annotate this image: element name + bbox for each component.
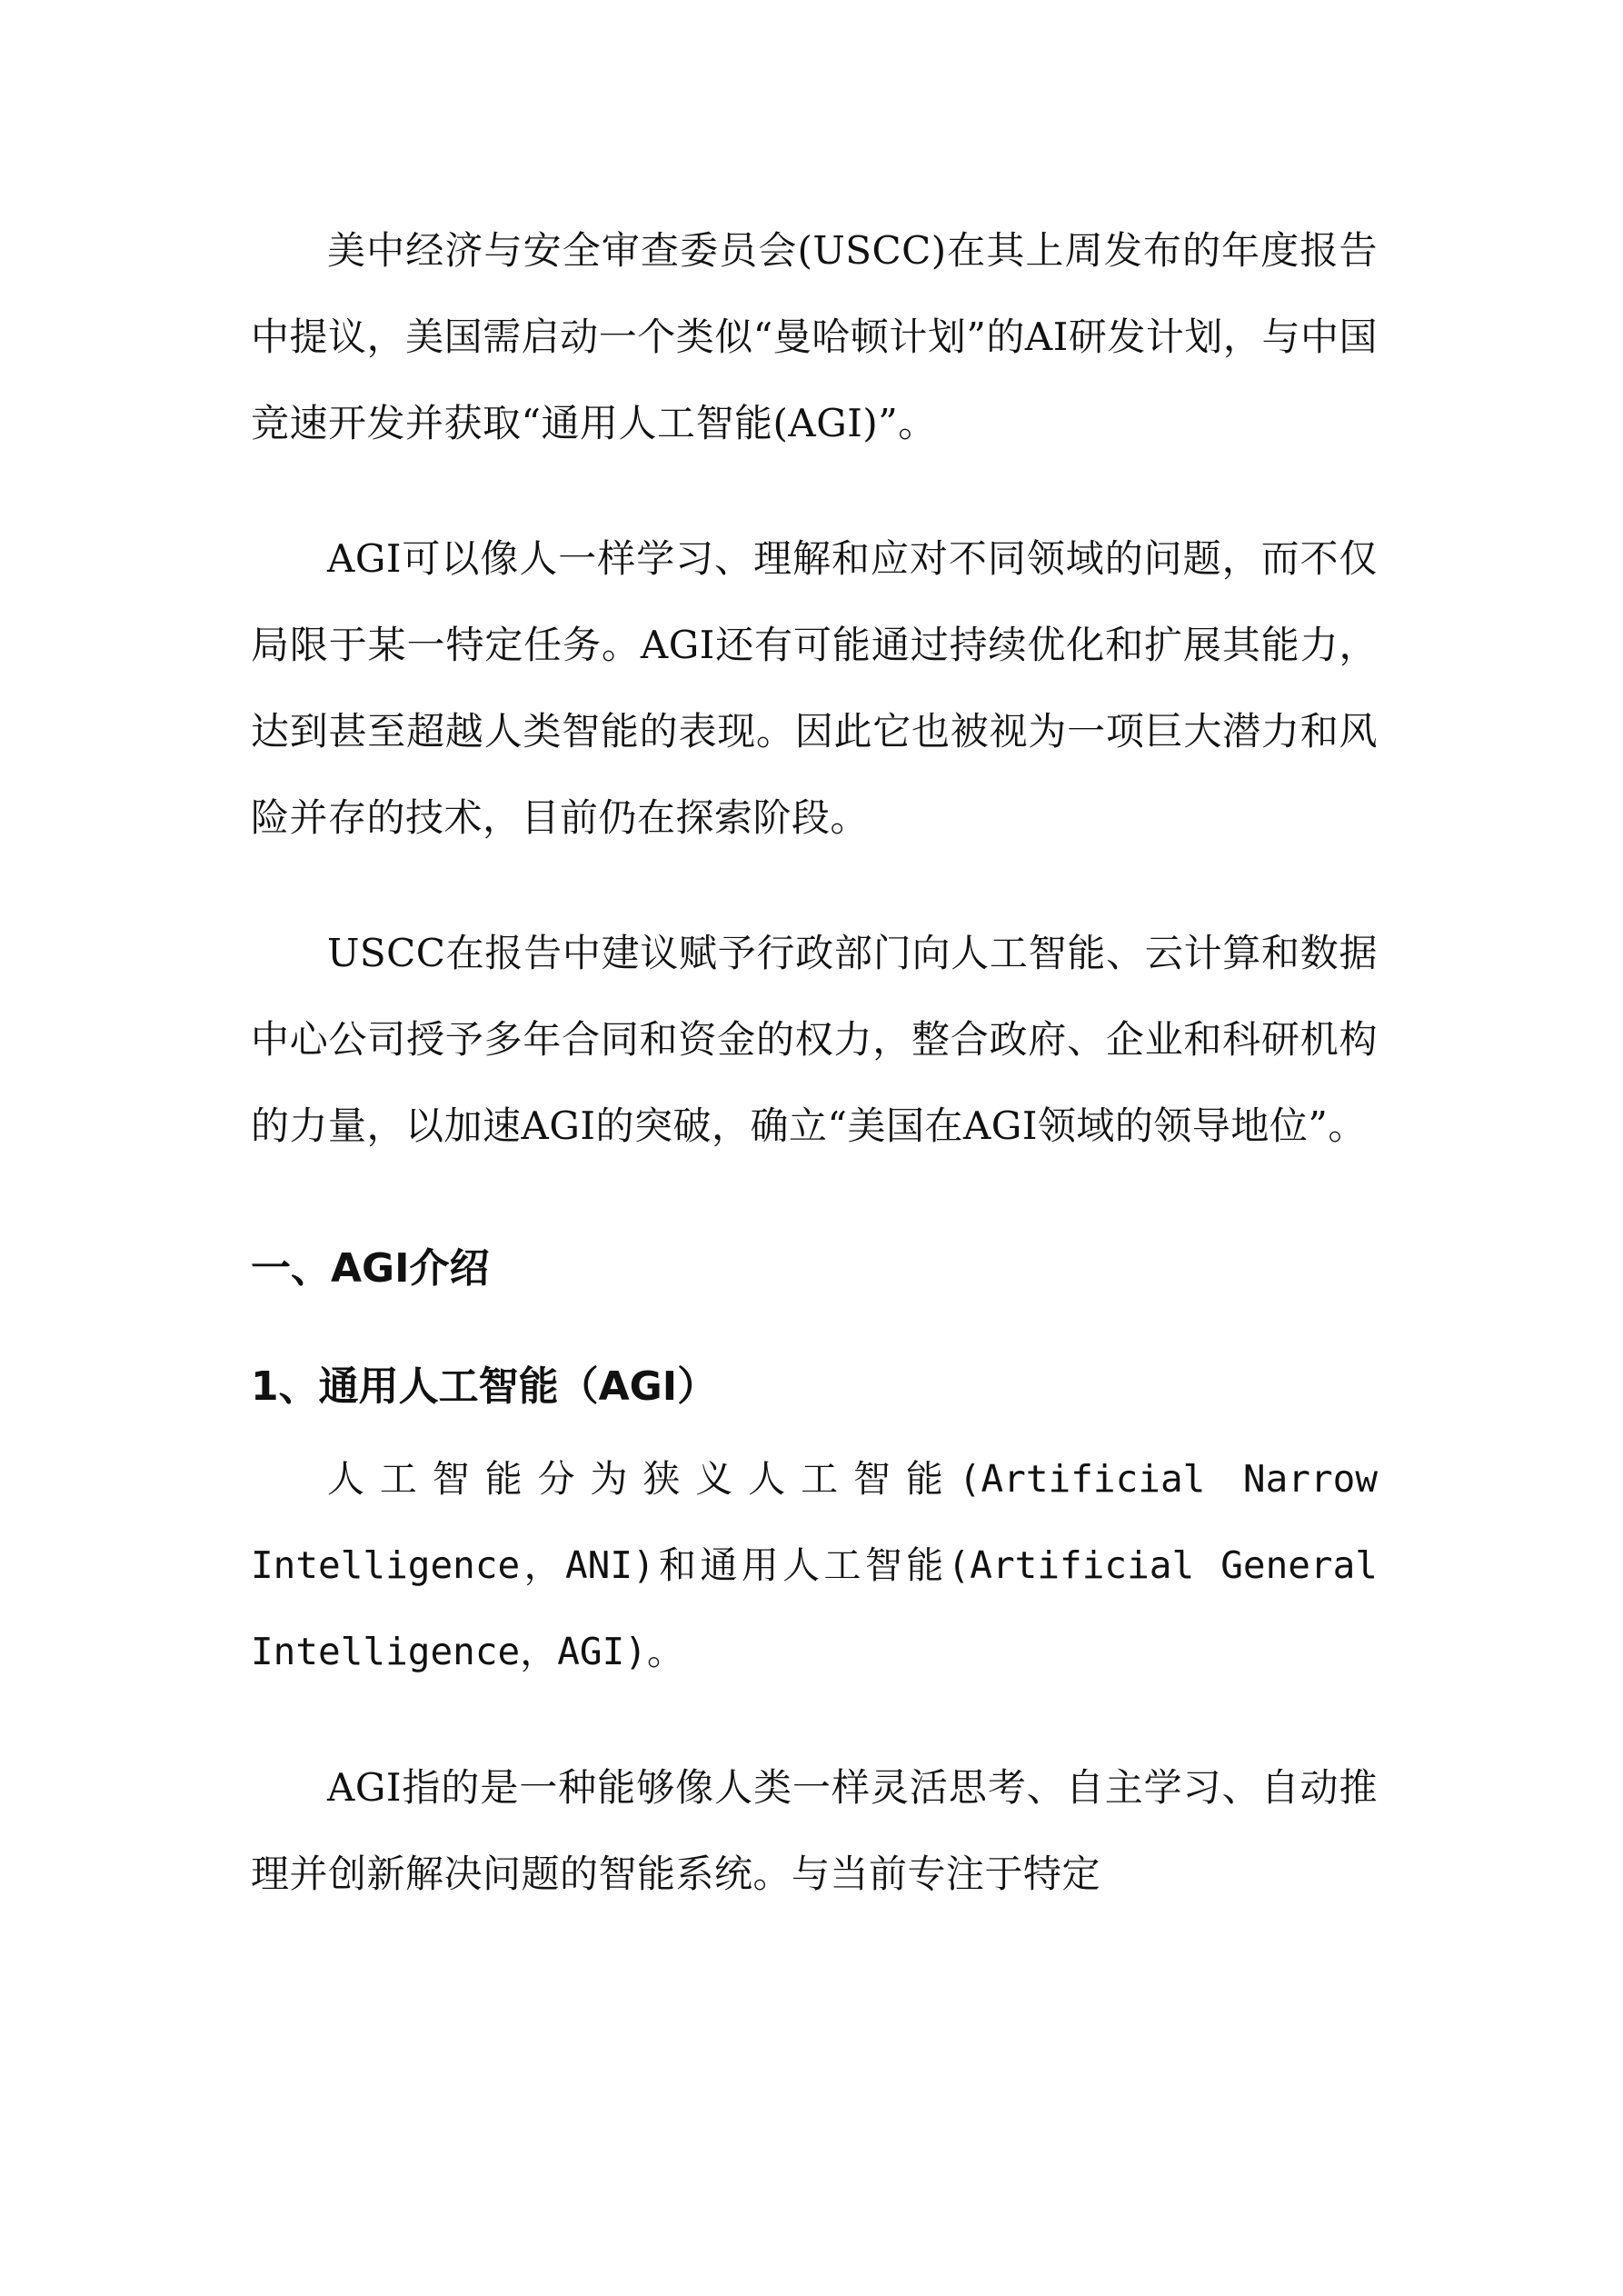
paragraph-uscc-proposal: 美中经济与安全审查委员会(USCC)在其上周发布的年度报告中提议，美国需启动一个类似“曼哈顿计划”的AI研发计划，与中国竞速开发并获取“通用人工智能(AGI)”。 <box>251 228 1378 445</box>
paragraph-ai-categories: 人工智能分为狭义人工智能(Artificial Narrow Intelligence，ANI)和通用人工智能(Artificial General Intelligence，AGI)。 <box>251 1457 1378 1673</box>
paragraph-agi-description: AGI指的是一种能够像人类一样灵活思考、自主学习、自动推理并创新解决问题的智能系统。与当前专注于特定 <box>251 1765 1378 1896</box>
paragraph-agi-definition: AGI可以像人一样学习、理解和应对不同领域的问题，而不仅局限于某一特定任务。AGI还有可能通过持续优化和扩展其能力，达到甚至超越人类智能的表现。因此它也被视为一项巨大潜力和风险并存的技术，目前仍在探索阶段。 <box>251 536 1378 840</box>
paragraph-uscc-recommendation: USCC在报告中建议赋予行政部门向人工智能、云计算和数据中心公司授予多年合同和资金的权力，整合政府、企业和科研机构的力量，以加速AGI的突破，确立“美国在AGI领域的领导地位”。 <box>251 931 1378 1148</box>
document-body <box>251 207 1378 1966</box>
section-heading-agi-intro: 一、AGI介绍 <box>251 1245 490 1292</box>
subsection-heading-agi: 1、通用人工智能（AGI） <box>251 1363 718 1410</box>
